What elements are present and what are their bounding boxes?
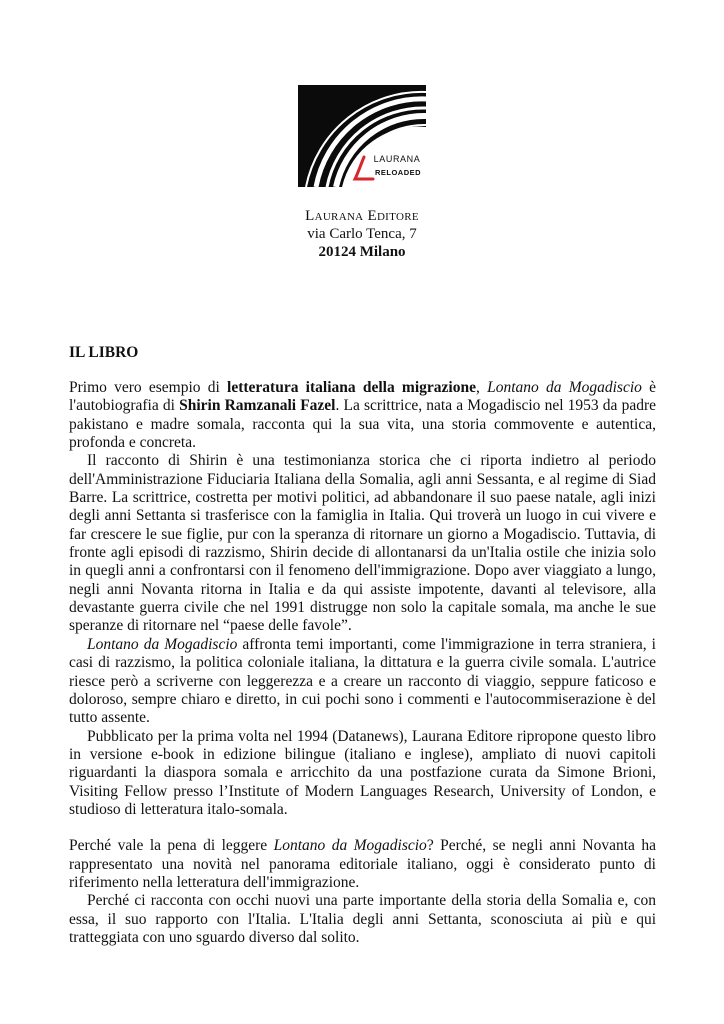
paragraph-3 — [69, 636, 656, 728]
p1-author-name: Shirin Ramzanali Fazel — [179, 397, 336, 415]
p3-text: affronta temi importanti, come l'immigrazione in terra straniera, i casi di razzismo, la politica coloniale italiana, la dittatura e la guerra civile somala. L'autrice riesce però a scriverne con leggerezza e a creare un racconto di viaggio, seppure faticoso e doloroso, sempre chiaro e diretto, in cui pochi sono i commenti e l'autocommiserazione è del tutto assente. — [69, 635, 656, 727]
p5-text-a: Perché vale la pena di leggere — [69, 837, 274, 855]
logo-line-1: LAURANA — [373, 154, 421, 164]
paragraph-4: Pubblicato per la prima volta nel 1994 (Datanews), Laurana Editore ripropone questo libro in versione e-book in edizione bilingue (italiano e inglese), ampliato di nuovi capitoli riguardanti la diaspora somala e arricchito da una postfazione curata da Simone Brioni, Visiting Fellow presso l’Institute of Modern Languages Research, University of London, e studioso di letteratura italo-somala. — [69, 727, 656, 818]
paragraph-2: Il racconto di Shirin è una testimonianza storica che ci riporta indietro al periodo dell'Amministrazione Fiduciaria Italiana della Somalia, agli anni Sessanta, e al regime di Siad Barre. La scrittrice, costretta per motivi politici, ad abbandonare il suo paese natale, agli inizi degli anni Settanta si trasferisce con la famiglia in Italia. Qui troverà un luogo in cui vivere e far crescere le sue figlie, pur con la speranza di ritornare un giorno a Mogadiscio. Tuttavia, di fronte agli episodi di razzismo, Shirin decide di allontanarsi da un'Italia ostile che inizia solo in quegli anni a confrontarsi con il fenomeno dell'immigrazione. Dopo aver viaggiato a lungo, negli anni Novanta ritorna in Italia e da qui assiste impotente, davanti al televisore, alla devastante guerra civile che nel 1991 distrugge non solo la capitale somala, ma anche le sue speranze di ritornare nel “paese delle favole”. — [69, 452, 656, 635]
p3-book-title: Lontano da Mogadiscio — [87, 635, 238, 653]
paragraph-6: Perché ci racconta con occhi nuovi una parte importante della storia della Somalia e, con essa, il suo rapporto con l'Italia. L'Italia degli anni Settanta, sconosciuta ai più e qui tratteggiata con uno sguardo diverso dal solito. — [69, 892, 656, 946]
p1-text-e: è l'autobiografia di — [69, 379, 657, 415]
publisher-address: via Carlo Tenca, 7 — [307, 226, 417, 242]
publisher-block — [0, 207, 724, 261]
p1-text-c: , — [475, 379, 488, 396]
p1-bold-genre: letteratura italiana della migrazione — [227, 379, 476, 396]
p1-text-g: . La scrittrice, nata a Mogadiscio nel 1953 da padre pakistano e madre somala, racconta qui la sua vita, una storia commovente e autentica, profonda e concreta. — [69, 397, 657, 452]
logo-line-2: RELOADED — [374, 168, 422, 177]
publisher-city: 20124 Milano — [318, 244, 406, 260]
p5-book-title: Lontano da Mogadiscio — [273, 837, 427, 855]
p1-book-title: Lontano da Mogadiscio — [487, 379, 642, 396]
body-text — [69, 379, 656, 947]
p5-text-c: ? Perché, se negli anni Novanta ha rappresentato una novità nel panorama editoriale italiano, oggi è considerato punto di riferimento nella letteratura dell'immigrazione. — [69, 837, 656, 891]
section-heading: IL LIBRO — [69, 344, 139, 361]
paragraph-5 — [69, 837, 656, 892]
publisher-name: Laurana Editore — [305, 208, 419, 224]
p1-text-a: Primo vero esempio di — [69, 379, 228, 396]
laurana-reloaded-logo — [298, 85, 426, 187]
paragraph-1 — [69, 379, 656, 452]
